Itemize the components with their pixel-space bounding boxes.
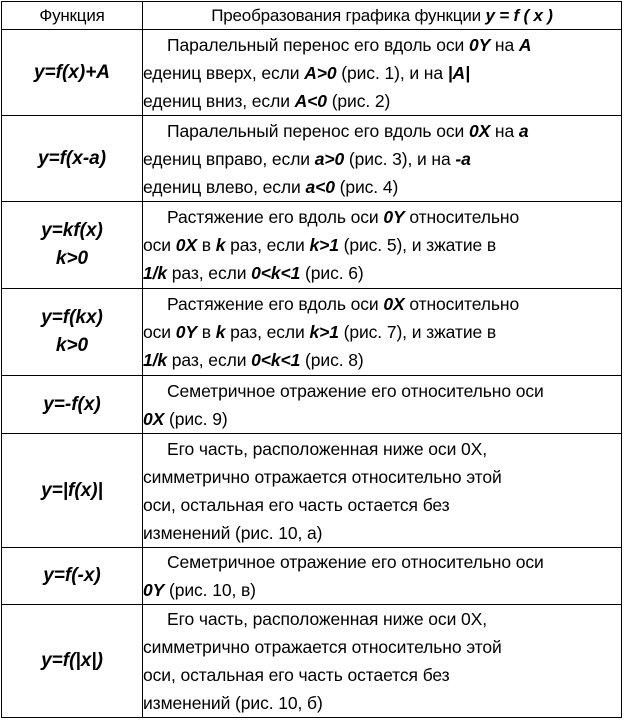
description-line: [143, 318, 621, 346]
description-text: едениц влево, если: [143, 176, 306, 197]
function-cell: [2, 202, 143, 289]
function-cell: [2, 434, 143, 548]
description-text: Растяжение его вдоль оси: [167, 207, 384, 227]
description-line: [143, 346, 621, 374]
description-line: [143, 87, 621, 115]
math-symbol: A: [518, 34, 532, 55]
math-symbol: 0Y: [175, 322, 197, 342]
table-row: [2, 548, 622, 605]
description-cell: [143, 289, 622, 376]
description-cell: [143, 548, 622, 605]
description-line: [143, 31, 621, 59]
description-cell: [143, 202, 622, 289]
description-text: симметрично отражается относительно этой: [143, 637, 502, 657]
description-cell: [143, 376, 622, 434]
description-text: на: [490, 34, 519, 55]
description-line: [143, 259, 621, 287]
header-function: Функция: [2, 2, 143, 30]
math-symbol: 0Y: [383, 207, 405, 227]
description-text: едениц вправо, если: [143, 148, 315, 169]
math-symbol: a<0: [305, 176, 335, 197]
description-text: оси: [143, 235, 176, 255]
description-line: [143, 173, 621, 201]
description-text: раз, если: [167, 350, 252, 370]
function-cell: [2, 605, 143, 718]
table-row: [2, 30, 622, 116]
description-text: раз, если: [167, 263, 252, 283]
description-text: симметрично отражается относительно этой: [143, 466, 502, 487]
header-transformations-text: Преобразования графика функции: [211, 5, 486, 25]
math-symbol: 0<k<1: [251, 350, 301, 370]
description-line: [143, 117, 621, 145]
math-symbol: 0<k<1: [251, 263, 301, 283]
description-cell: [143, 30, 622, 116]
math-symbol: a: [518, 120, 529, 141]
math-symbol: 0Y: [468, 34, 491, 55]
description-text: Растяжение его вдоль оси: [167, 294, 384, 314]
function-formula: y=-f(x): [43, 393, 101, 415]
description-text: Семетричное отражение его относительно оси: [167, 552, 544, 572]
function-cell: [2, 30, 143, 116]
description-text: (рис. 3), и на: [344, 148, 456, 169]
description-line: [143, 231, 621, 259]
description-line: [143, 689, 621, 717]
description-line: [143, 203, 621, 231]
math-symbol: 0X: [468, 120, 491, 141]
table-row: [2, 202, 622, 289]
description-text: едениц вниз, если: [143, 90, 295, 111]
table-row: [2, 434, 622, 548]
math-symbol: A<0: [294, 90, 327, 111]
math-symbol: 1/k: [143, 263, 168, 283]
description-text: оси, остальная его часть остается без: [143, 665, 450, 685]
description-text: Паралельный перенос его вдоль оси: [167, 34, 469, 55]
function-formula: y=kf(x): [41, 220, 103, 241]
math-symbol: A>0: [304, 62, 337, 83]
description-line: [143, 145, 621, 173]
math-symbol: |A|: [447, 62, 470, 83]
function-formula: y=f(x-a): [37, 147, 107, 169]
description-text: оси, остальная его часть остается без: [143, 494, 450, 515]
description-text: Его часть, расположенная ниже оси 0X,: [167, 438, 487, 459]
description-text: изменений (рис. 10, б): [143, 693, 323, 713]
description-text: Паралельный перенос его вдоль оси: [167, 120, 469, 141]
description-text: (рис. 4): [334, 176, 399, 197]
description-text: в: [196, 322, 216, 342]
description-line: [143, 605, 621, 633]
description-line: [143, 435, 621, 463]
description-line: [143, 576, 621, 604]
description-text: относительно: [404, 294, 520, 314]
description-text: раз, если: [225, 322, 310, 342]
description-text: (рис. 10, в): [164, 580, 256, 600]
math-symbol: k: [215, 322, 226, 342]
description-text: в: [196, 235, 216, 255]
description-text: (рис. 8): [300, 350, 364, 370]
description-text: относительно: [404, 207, 520, 227]
function-cell: [2, 376, 143, 434]
description-text: (рис. 6): [300, 263, 364, 283]
function-cell: [2, 116, 143, 202]
description-line: [143, 548, 621, 576]
math-symbol: 0X: [143, 408, 165, 429]
description-line: [143, 519, 621, 547]
description-line: [143, 59, 621, 87]
description-line: [143, 463, 621, 491]
math-symbol: 1/k: [143, 350, 168, 370]
description-text: изменений (рис. 10, а): [143, 522, 323, 543]
math-symbol: 0X: [383, 294, 405, 314]
math-symbol: a>0: [314, 148, 345, 169]
function-formula: y=f(-x): [43, 565, 101, 586]
description-text: раз, если: [225, 235, 310, 255]
description-text: на: [490, 120, 519, 141]
description-cell: [143, 116, 622, 202]
table-row: [2, 605, 622, 718]
table-row: [2, 376, 622, 434]
description-text: (рис. 1), и на: [336, 62, 448, 83]
function-cell: [2, 289, 143, 376]
math-symbol: 0Y: [143, 580, 165, 600]
table-header-row: [2, 2, 622, 30]
function-formula: y=f(kx): [41, 307, 103, 328]
function-formula: y=f(x)+A: [33, 61, 111, 83]
function-cell: [2, 548, 143, 605]
description-line: [143, 633, 621, 661]
function-formula: k>0: [55, 248, 89, 269]
description-text: (рис. 2): [326, 90, 391, 111]
description-line: [143, 377, 621, 405]
math-symbol: k: [215, 235, 226, 255]
header-transformations: [143, 2, 622, 30]
description-cell: [143, 434, 622, 548]
description-text: оси: [143, 322, 176, 342]
description-cell: [143, 605, 622, 718]
function-formula: k>0: [55, 335, 89, 356]
description-text: (рис. 9): [164, 408, 228, 429]
description-line: [143, 405, 621, 433]
description-text: Его часть, расположенная ниже оси 0X,: [167, 609, 487, 629]
math-symbol: k>1: [309, 322, 339, 342]
math-symbol: k>1: [309, 235, 339, 255]
description-text: (рис. 7), и зжатие в: [338, 322, 497, 342]
description-line: [143, 290, 621, 318]
math-symbol: -a: [455, 148, 471, 169]
math-symbol: 0X: [175, 235, 197, 255]
description-text: Семетричное отражение его относительно оси: [167, 380, 544, 401]
description-text: едениц вверх, если: [143, 62, 305, 83]
table-row: [2, 116, 622, 202]
description-line: [143, 491, 621, 519]
header-formula: y = f ( x ): [485, 5, 553, 25]
table-row: [2, 289, 622, 376]
description-line: [143, 661, 621, 689]
function-formula: y=f(|x|): [41, 650, 103, 671]
description-text: (рис. 5), и зжатие в: [338, 235, 497, 255]
transformations-table: [1, 1, 622, 718]
function-formula: y=|f(x)|: [41, 479, 103, 501]
